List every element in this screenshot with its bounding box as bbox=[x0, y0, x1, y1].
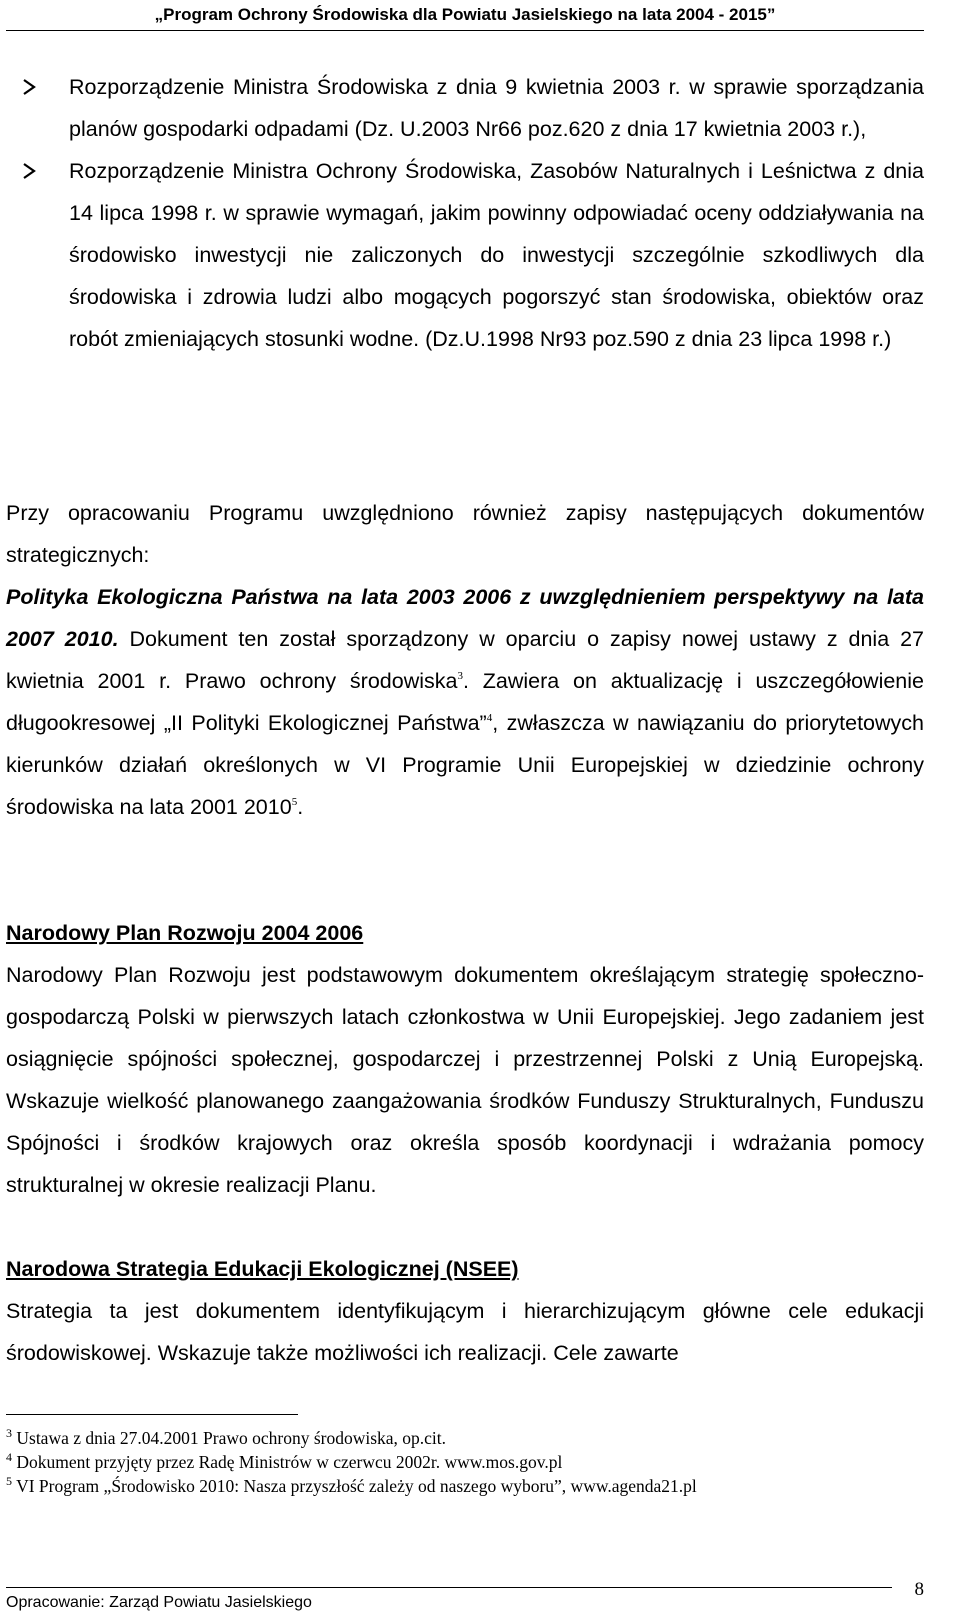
footnote-ref: 4 bbox=[486, 712, 493, 724]
footnote-separator bbox=[6, 1414, 298, 1415]
footnote-number: 3 bbox=[6, 1426, 12, 1440]
policy-text: , zwłaszcza w nawiązaniu do priorytetowych kierunków działań określonych w VI Programie Unii Europejskiej w dziedzinie ochrony środowiska na lata 2001 2010 bbox=[6, 711, 924, 819]
policy-title: Polityka Ekologiczna Państwa na lata 2003 2006 z uwzględnieniem perspektywy na lata 2007 2010. bbox=[6, 585, 924, 651]
policy-text: Dokument ten został sporządzony w oparciu o zapisy nowej ustawy z dnia 27 kwietnia 2001 r. Prawo ochrony środowiska bbox=[6, 627, 924, 693]
intro-paragraph: Przy opracowaniu Programu uwzględniono również zapisy następujących dokumentów strategicznych: bbox=[6, 501, 924, 567]
npr-section bbox=[6, 912, 924, 1206]
footer-rule bbox=[6, 1587, 892, 1588]
footnote bbox=[6, 1474, 924, 1498]
footnote-number: 4 bbox=[6, 1450, 12, 1464]
footnote-ref: 5 bbox=[291, 796, 298, 808]
page-number: 8 bbox=[914, 1579, 924, 1600]
footnotes bbox=[6, 1426, 924, 1498]
nsee-text: Strategia ta jest dokumentem identyfikującym i hierarchizującym główne cele edukacji środowiskowej. Wskazuje także możliwości ich realizacji. Cele zawarte bbox=[6, 1299, 924, 1365]
list-item bbox=[6, 66, 924, 150]
list-item-text: Rozporządzenie Ministra Ochrony Środowiska, Zasobów Naturalnych i Leśnictwa z dnia 14 lipca 1998 r. w sprawie wymagań, jakim powinny odpowiadać oceny oddziaływania na środowisko inwestycji nie zaliczonych do inwestycji szczególnie szkodliwych dla środowiska i zdrowia ludzi albo mogących pogorszyć stan środowiska, obiektów oraz robót zmieniających stosunki wodne. (Dz.U.1998 Nr93 poz.590 z dnia 23 lipca 1998 r.) bbox=[69, 159, 924, 351]
footnote bbox=[6, 1450, 924, 1474]
running-header: „Program Ochrony Środowiska dla Powiatu Jasielskiego na lata 2004 - 2015” bbox=[154, 5, 776, 24]
footnote-ref: 3 bbox=[457, 670, 463, 682]
section-heading: Narodowa Strategia Edukacji Ekologicznej (NSEE) bbox=[6, 1257, 519, 1281]
policy-text: . Zawiera on aktualizację i uszczegółowienie długookresowej „II Polityki Ekologicznej Państwa” bbox=[6, 669, 924, 735]
policy-paragraph bbox=[6, 576, 924, 828]
footnote-text: Dokument przyjęty przez Radę Ministrów w czerwcu 2002r. www.mos.gov.pl bbox=[16, 1452, 563, 1472]
footnote-text: VI Program „Środowisko 2010: Nasza przyszłość zależy od naszego wyboru”, www.agenda21.pl bbox=[16, 1476, 697, 1496]
footnote-number: 5 bbox=[6, 1474, 12, 1488]
list-item-text: Rozporządzenie Ministra Środowiska z dnia 9 kwietnia 2003 r. w sprawie sporządzania planów gospodarki odpadami (Dz. U.2003 Nr66 poz.620 z dnia 17 kwietnia 2003 r.), bbox=[69, 75, 924, 141]
arrow-bullet-icon bbox=[20, 78, 38, 96]
header-rule bbox=[6, 30, 924, 31]
legal-acts-list bbox=[6, 66, 924, 360]
section-heading: Narodowy Plan Rozwoju 2004 2006 bbox=[6, 921, 364, 945]
policy-text: . bbox=[297, 795, 304, 819]
footnote-text: Ustawa z dnia 27.04.2001 Prawo ochrony środowiska, op.cit. bbox=[16, 1428, 447, 1448]
footnote bbox=[6, 1426, 924, 1450]
nsee-section bbox=[6, 1248, 924, 1374]
npr-text: Narodowy Plan Rozwoju jest podstawowym dokumentem określającym strategię społeczno-gospodarczą Polski w pierwszych latach członkostwa w Unii Europejskiej. Jego zadaniem jest osiągnięcie spójności społecznej, gospodarczej i przestrzennej Polski z Unią Europejską. Wskazuje wielkość planowanego zaangażowania środków Funduszy Strukturalnych, Funduszu Spójności i środków krajowych oraz określa sposób koordynacji i wdrażania pomocy strukturalnej w okresie realizacji Planu. bbox=[6, 963, 924, 1197]
arrow-bullet-icon bbox=[20, 162, 38, 180]
footer-author: Opracowanie: Zarząd Powiatu Jasielskiego bbox=[6, 1594, 312, 1611]
document-page bbox=[6, 0, 924, 1622]
list-item bbox=[6, 150, 924, 360]
